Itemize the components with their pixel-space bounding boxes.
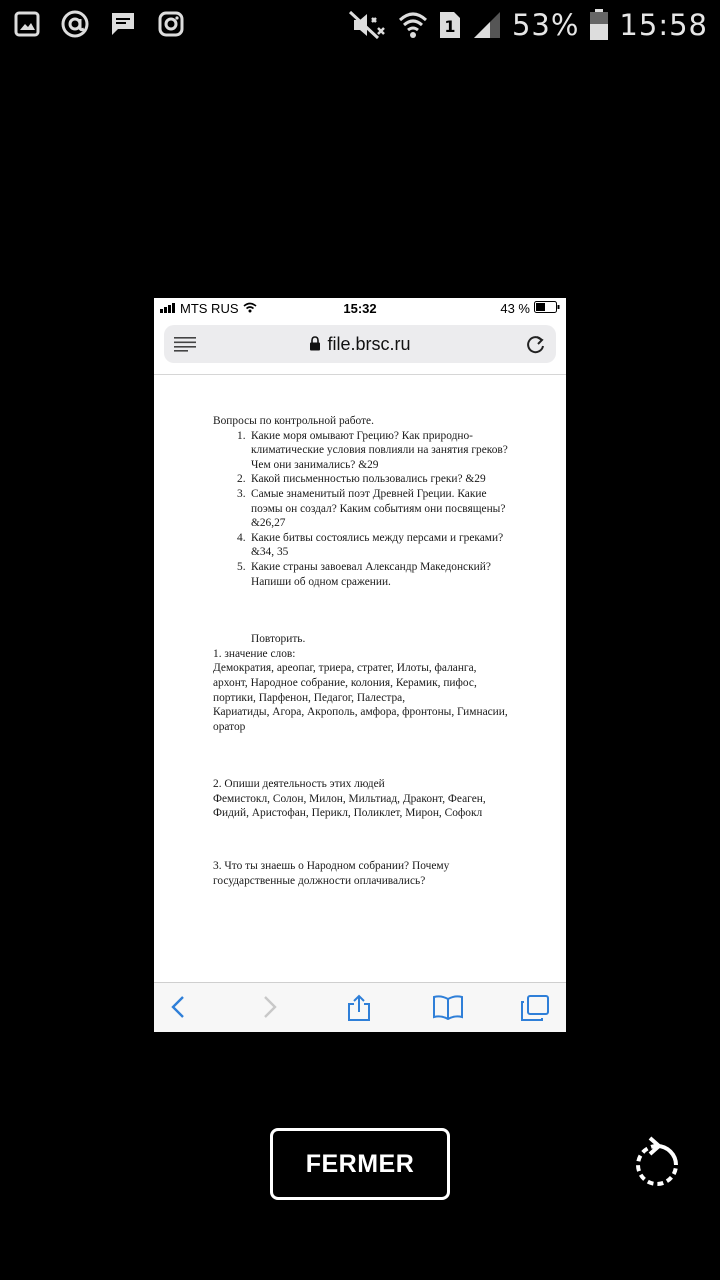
tabs-icon[interactable] xyxy=(520,994,550,1026)
ios-battery-icon xyxy=(534,301,560,316)
section2-title: 2. Опиши деятельность этих людей xyxy=(213,778,385,791)
sim-slot-number: 1 xyxy=(444,17,456,36)
question-item xyxy=(237,487,543,531)
ios-battery-group xyxy=(500,301,560,316)
document-content xyxy=(213,414,543,888)
battery-icon xyxy=(589,9,609,41)
at-icon xyxy=(60,9,90,39)
url-text-wrap xyxy=(164,334,556,356)
section2-line: Фемистокл, Солон, Милон, Мильтиад, Драконт, Феаген, xyxy=(213,792,486,805)
section2-line: Фидий, Аристофан, Перикл, Поликлет, Мирон, Софокл xyxy=(213,807,483,820)
question-line: Какие битвы состоялись между персами и греками? xyxy=(251,531,504,544)
close-button[interactable]: FERMER xyxy=(270,1128,450,1200)
question-number: 1. xyxy=(237,429,246,442)
ios-carrier-name: MTS RUS xyxy=(180,301,239,316)
question-line: Какие моря омывают Грецию? Как природно- xyxy=(251,429,473,442)
sim-icon xyxy=(438,10,462,40)
section1-line: Демократия, ареопаг, триера, стратег, Илоты, фаланга, xyxy=(213,662,477,675)
wifi-icon xyxy=(398,10,428,40)
share-icon[interactable] xyxy=(346,994,372,1026)
section3-line: государственные должности оплачивались? xyxy=(213,874,426,887)
safari-toolbar xyxy=(154,982,566,1032)
question-line: климатические условия повлияли на занятия греков? xyxy=(251,444,508,457)
question-number: 4. xyxy=(237,531,246,544)
question-line: Напиши об одном сражении. xyxy=(251,575,391,588)
question-line: Какой письменностью пользовались греки? &29 xyxy=(251,473,486,486)
instagram-icon xyxy=(156,9,186,39)
ios-status-bar xyxy=(154,298,566,320)
back-icon[interactable] xyxy=(170,994,186,1024)
notification-icons xyxy=(12,9,186,39)
section3-line: 3. Что ты знаешь о Народном собрании? Почему xyxy=(213,860,450,873)
gallery-icon xyxy=(12,9,42,39)
section1-line: архонт, Народное собрание, колония, Керамик, пифос, xyxy=(213,676,477,689)
question-number: 5. xyxy=(237,560,246,573)
question-number: 3. xyxy=(237,487,246,500)
forward-icon[interactable] xyxy=(262,994,278,1024)
doc-heading: Вопросы по контрольной работе. xyxy=(213,415,374,427)
question-line: &34, 35 xyxy=(251,546,289,559)
section1-line: Кариатиды, Агора, Акрополь, амфора, фронтоны, Гимнасии, xyxy=(213,706,508,719)
question-line: Какие страны завоевал Александр Македонский? xyxy=(251,560,491,573)
url-text: file.brsc.ru xyxy=(327,334,411,354)
question-item xyxy=(237,560,543,589)
questions-list xyxy=(237,429,543,590)
question-line: Самые знаменитый поэт Древней Греции. Какие xyxy=(251,487,487,500)
mute-icon xyxy=(348,10,388,40)
bookmarks-icon[interactable] xyxy=(432,994,464,1024)
clock: 15:58 xyxy=(619,8,708,42)
header-divider xyxy=(154,374,566,375)
section1-line: оратор xyxy=(213,720,246,733)
repeat-heading: Повторить. xyxy=(251,633,306,646)
ios-time: 15:32 xyxy=(343,301,377,316)
section1-title: 1. значение слов: xyxy=(213,647,296,660)
question-line: поэмы он создал? Каким событиям они посвящены? xyxy=(251,502,506,515)
question-item xyxy=(237,429,543,473)
safari-address-bar[interactable] xyxy=(164,325,556,363)
question-line: Чем они занимались? &29 xyxy=(251,458,379,471)
signal-icon xyxy=(472,10,502,40)
android-status-bar xyxy=(0,0,720,50)
battery-percent: 53% xyxy=(511,8,580,42)
screenshot-image xyxy=(154,298,566,1032)
question-number: 2. xyxy=(237,473,246,486)
rotate-icon[interactable] xyxy=(630,1134,684,1192)
question-item xyxy=(237,531,543,560)
section1-line: портики, Парфенон, Педагог, Палестра, xyxy=(213,691,406,704)
reload-icon[interactable] xyxy=(526,333,546,359)
question-line: &26,27 xyxy=(251,517,286,530)
question-item xyxy=(237,472,543,487)
system-indicators xyxy=(348,6,708,44)
ios-battery-percent: 43 % xyxy=(500,301,530,316)
lock-icon xyxy=(309,335,321,356)
message-icon xyxy=(108,9,138,39)
